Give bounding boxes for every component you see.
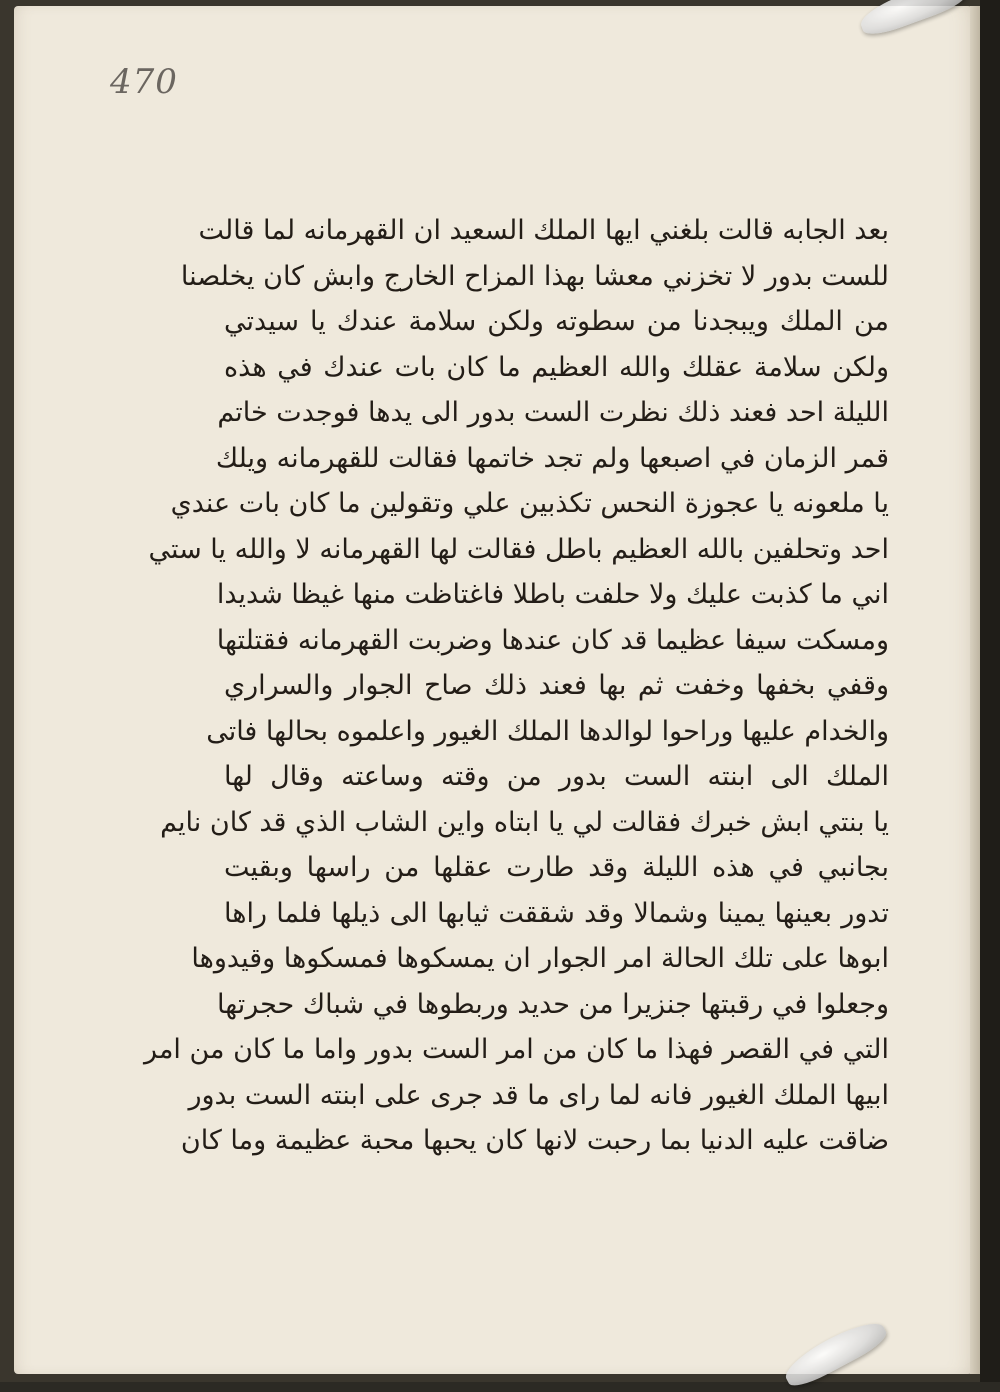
manuscript-line: ومسكت سيفا عظيما قد كان عندها وضربت القهرمانه فقتلتها (216, 624, 889, 656)
manuscript-line: ابوها على تلك الحالة امر الجوار ان يمسكوها فمسكوها وقيدوها (191, 943, 889, 974)
manuscript-line: قمر الزمان في اصبعها ولم تجد خاتمها فقالت للقهرمانه ويلك (215, 442, 889, 474)
manuscript-line: الليلة احد فعند ذلك نظرت الست بدور الى يدها فوجدت خاتم (217, 397, 889, 428)
manuscript-line: يا بنتي ابش خبرك فقالت لي يا ابتاه واين الشاب الذي قد كان نايم (160, 806, 889, 838)
folio-number: 470 (110, 62, 178, 102)
manuscript-line: بعد الجابه قالت بلغني ايها الملك السعيد ان القهرمانه لما قالت (198, 215, 889, 246)
manuscript-line: تدور بعينها يمينا وشمالا وقد شققت ثيابها الى ذيلها فلما راها (224, 897, 889, 929)
manuscript-line: الملك الى ابنته الست بدور من وقته وساعته وقال لها (224, 761, 889, 792)
manuscript-line: من الملك ويبجدنا من سطوته ولكن سلامة عندك يا سيدتي (224, 306, 889, 337)
manuscript-line: ضاقت عليه الدنيا بما رحبت لانها كان يحبها محبة عظيمة وما كان (180, 1125, 889, 1156)
manuscript-line: يا ملعونه يا عجوزة النحس تكذبين علي وتقولين ما كان بات عندي (170, 488, 889, 519)
manuscript-line: التي في القصر فهذا ما كان من امر الست بدور واما ما كان من امر (144, 1034, 889, 1065)
manuscript-line: للست بدور لا تخزني معشا بهذا المزاح الخارج وابش كان يخلصنا (180, 260, 889, 292)
manuscript-line: والخدام عليها وراحوا لوالدها الملك الغيور واعلموه بحالها فاتى (206, 715, 889, 747)
manuscript-line: بجانبي في هذه الليلة وقد طارت عقلها من راسها وبقيت (224, 852, 889, 883)
manuscript-line: ابيها الملك الغيور فانه لما راى ما قد جرى على ابنته الست بدور (188, 1079, 889, 1111)
manuscript-line: اني ما كذبت عليك ولا حلفت باطلا فاغتاظت منها غيظا شديدا (216, 579, 889, 610)
adjacent-page-edge (980, 0, 1000, 1382)
manuscript-page (14, 6, 976, 1374)
page-fold-edge (970, 6, 980, 1374)
manuscript-text-block (144, 211, 889, 1211)
manuscript-line: وقفي بخفها وخفت ثم بها فعند ذلك صاح الجوار والسراري (224, 670, 889, 701)
manuscript-line: احد وتحلفين بالله العظيم باطل فقالت لها القهرمانه لا والله يا ستي (148, 533, 889, 565)
manuscript-line: وجعلوا في رقبتها جنزيرا من حديد وربطوها في شباك حجرتها (217, 988, 889, 1020)
manuscript-line: ولكن سلامة عقلك والله العظيم ما كان بات عندك في هذه (224, 351, 889, 383)
